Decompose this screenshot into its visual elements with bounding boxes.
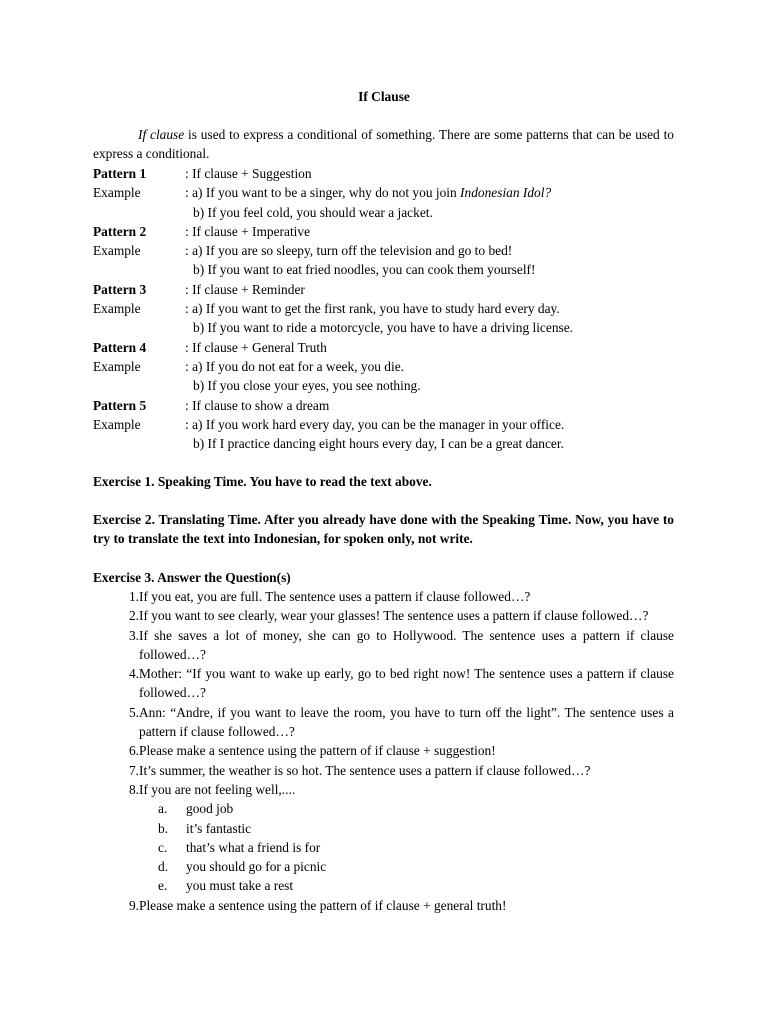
options-list [93, 799, 674, 895]
list-item [93, 896, 674, 915]
example-row [93, 415, 693, 434]
example-row [93, 357, 693, 376]
pattern-label: Pattern 2 [93, 223, 147, 239]
question-text: Please make a sentence using the pattern of if clause + general truth! [139, 897, 507, 913]
pattern-value: : If clause + Reminder [185, 281, 305, 297]
question-text: If you eat, you are full. The sentence uses a pattern if clause followed…? [139, 589, 531, 604]
option-text: it’s fantastic [186, 820, 252, 836]
list-item [93, 626, 674, 665]
intro-italic-term: If clause [138, 127, 185, 142]
example-a: : a) If you are so sleepy, turn off the television and go to bed! [185, 243, 513, 259]
option-item [148, 838, 674, 857]
question-number: 5. [128, 704, 139, 720]
question-number: 4. [128, 666, 139, 682]
example-a-text: : a) If you want to be a singer, why do not you join [185, 185, 461, 201]
example-b: b) If you want to ride a motorcycle, you have to have a driving license. [193, 320, 574, 336]
option-text: that’s what a friend is for [186, 839, 321, 855]
exercise-1: Exercise 1. Speaking Time. You have to read the text above. [93, 474, 432, 489]
pattern-label: Pattern 1 [93, 166, 147, 181]
example-row [93, 299, 693, 318]
option-letter: d. [158, 859, 169, 875]
question-number: 8. [128, 781, 139, 797]
example-a: : a) If you work hard every day, you can be the manager in your office. [185, 416, 565, 432]
list-item [93, 741, 674, 760]
example-label: Example [93, 358, 141, 374]
pattern-label: Pattern 5 [93, 397, 147, 413]
example-b: b) If you feel cold, you should wear a jacket. [193, 204, 433, 220]
list-item [93, 780, 674, 799]
question-text: If she saves a lot of money, she can go to Hollywood. The sentence uses a pattern if clause followed…? [139, 627, 674, 662]
list-item [93, 761, 674, 780]
example-label: Example [93, 185, 141, 201]
option-letter: b. [158, 820, 169, 836]
example-label: Example [93, 243, 141, 259]
question-number: 6. [128, 743, 139, 759]
question-number: 1. [128, 589, 139, 604]
list-item [93, 587, 674, 606]
list-item [93, 606, 674, 625]
pattern-value: : If clause + General Truth [185, 339, 327, 355]
option-letter: e. [158, 878, 168, 894]
pattern-row [93, 164, 693, 183]
example-label: Example [93, 416, 141, 432]
option-item [148, 799, 674, 818]
pattern-label: Pattern 4 [93, 339, 147, 355]
question-number: 2. [128, 608, 139, 624]
example-b: b) If I practice dancing eight hours every day, I can be a great dancer. [193, 436, 564, 452]
pattern-label: Pattern 3 [93, 281, 147, 297]
pattern-row [93, 280, 693, 299]
option-letter: a. [158, 801, 168, 817]
option-text: you should go for a picnic [186, 859, 327, 875]
example-row [93, 260, 693, 279]
exercise-2: Exercise 2. Translating Time. After you already have done with the Speaking Time. Now, you have to try to translate the text into Indonesian, for spoken only, not write. [93, 512, 674, 547]
pattern-row [93, 396, 693, 415]
example-a [185, 183, 551, 202]
example-row [93, 434, 693, 453]
example-label: Example [93, 301, 141, 317]
page-title: If Clause [358, 89, 410, 104]
option-text: you must take a rest [186, 878, 294, 894]
option-item [148, 819, 674, 838]
example-b: b) If you close your eyes, you see nothing. [193, 378, 421, 394]
pattern-row [93, 222, 693, 241]
option-item [148, 857, 674, 876]
question-text: Mother: “If you want to wake up early, go to bed right now! The sentence uses a pattern if clause followed…? [139, 666, 674, 701]
example-row [93, 376, 693, 395]
question-number: 9. [128, 897, 139, 913]
question-text: If you want to see clearly, wear your glasses! The sentence uses a pattern if clause followed…? [139, 608, 649, 624]
question-list [93, 587, 674, 915]
example-b: b) If you want to eat fried noodles, you can cook them yourself! [193, 262, 536, 278]
intro-paragraph [93, 125, 674, 164]
question-text: Please make a sentence using the pattern of if clause + suggestion! [139, 743, 496, 759]
question-text: It’s summer, the weather is so hot. The sentence uses a pattern if clause followed…? [139, 762, 591, 778]
pattern-value: : If clause to show a dream [185, 397, 330, 413]
pattern-row [93, 338, 693, 357]
example-row [93, 241, 693, 260]
example-row [93, 203, 693, 222]
patterns-list [93, 164, 693, 453]
pattern-value: : If clause + Suggestion [185, 166, 312, 181]
option-text: good job [186, 801, 234, 817]
list-item [93, 703, 674, 742]
question-text: Ann: “Andre, if you want to leave the room, you have to turn off the light”. The sentence uses a pattern if clause followed…? [139, 704, 674, 740]
pattern-value: : If clause + Imperative [185, 223, 311, 239]
option-item [148, 876, 674, 895]
question-number: 7. [128, 762, 139, 778]
example-a-italic: Indonesian Idol? [460, 185, 552, 201]
list-item [93, 664, 674, 703]
example-a: : a) If you do not eat for a week, you die. [185, 358, 405, 374]
question-text: If you are not feeling well,.... [139, 781, 296, 797]
example-row [93, 183, 693, 202]
example-row [93, 318, 693, 337]
intro-text: is used to express a conditional of something. There are some patterns that can be used to express a conditional. [93, 127, 674, 162]
example-a: : a) If you want to get the first rank, you have to study hard every day. [185, 301, 560, 317]
exercise-3-title: Exercise 3. Answer the Question(s) [93, 570, 291, 585]
question-number: 3. [128, 627, 139, 643]
option-letter: c. [158, 839, 168, 855]
